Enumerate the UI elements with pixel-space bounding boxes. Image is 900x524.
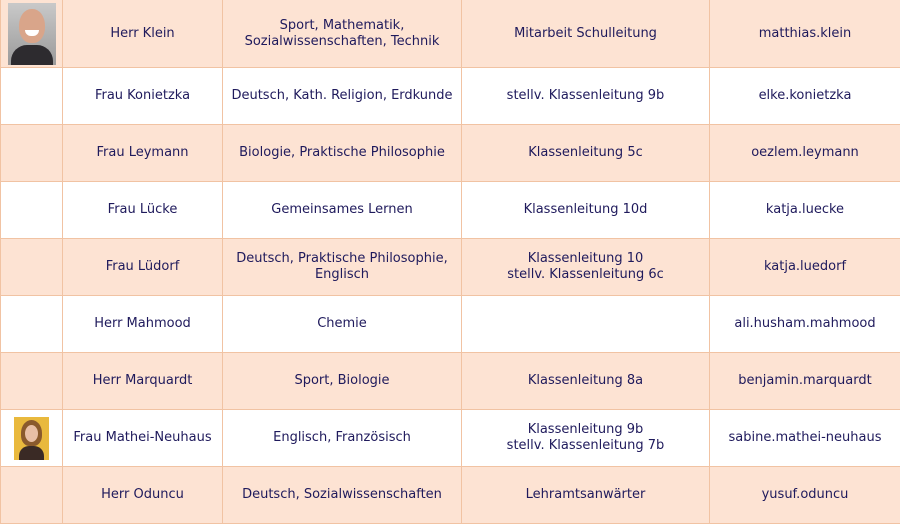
teacher-email[interactable]: katja.luecke [710,182,900,239]
teacher-name: Herr Klein [63,0,223,68]
teacher-role: Klassenleitung 5c [462,125,710,182]
teacher-role: Klassenleitung 10 stellv. Klassenleitung 6c [462,239,710,296]
photo-cell [1,125,63,182]
table-row [1,296,900,353]
table-row [1,68,900,125]
photo-cell [1,353,63,410]
teacher-role: stellv. Klassenleitung 9b [462,68,710,125]
photo-cell [1,68,63,125]
teacher-name: Frau Mathei-Neuhaus [63,410,223,467]
teacher-role: Lehramtsanwärter [462,467,710,524]
teacher-name: Herr Mahmood [63,296,223,353]
teacher-role [462,296,710,353]
teacher-email[interactable]: matthias.klein [710,0,900,68]
teacher-email[interactable]: benjamin.marquardt [710,353,900,410]
teacher-name: Frau Lücke [63,182,223,239]
teacher-name: Frau Konietzka [63,68,223,125]
teacher-email[interactable]: elke.konietzka [710,68,900,125]
teacher-subjects: Englisch, Französisch [223,410,462,467]
teacher-email[interactable]: yusuf.oduncu [710,467,900,524]
teacher-subjects: Sport, Biologie [223,353,462,410]
teacher-subjects: Sport, Mathematik, Sozialwissenschaften, Technik [223,0,462,68]
teacher-name: Frau Leymann [63,125,223,182]
teacher-photo [14,417,49,460]
photo-cell [1,467,63,524]
photo-cell [1,182,63,239]
teacher-role: Klassenleitung 8a [462,353,710,410]
teacher-photo [8,3,56,65]
teacher-role: Klassenleitung 9b stellv. Klassenleitung 7b [462,410,710,467]
table-row [1,353,900,410]
photo-cell [1,239,63,296]
teacher-name: Herr Marquardt [63,353,223,410]
photo-cell [1,410,63,467]
teacher-subjects: Deutsch, Sozialwissenschaften [223,467,462,524]
table-row [1,125,900,182]
teacher-email[interactable]: ali.husham.mahmood [710,296,900,353]
table-row [1,467,900,524]
teacher-name: Frau Lüdorf [63,239,223,296]
teacher-subjects: Gemeinsames Lernen [223,182,462,239]
teacher-role: Klassenleitung 10d [462,182,710,239]
teacher-role: Mitarbeit Schulleitung [462,0,710,68]
teacher-email[interactable]: sabine.mathei-neuhaus [710,410,900,467]
teacher-subjects: Biologie, Praktische Philosophie [223,125,462,182]
table-row [1,0,900,68]
teacher-name: Herr Oduncu [63,467,223,524]
teacher-subjects: Chemie [223,296,462,353]
teacher-email[interactable]: oezlem.leymann [710,125,900,182]
table-row [1,239,900,296]
photo-cell [1,296,63,353]
teacher-subjects: Deutsch, Praktische Philosophie, Englisch [223,239,462,296]
photo-cell [1,0,63,68]
table-row [1,182,900,239]
teacher-subjects: Deutsch, Kath. Religion, Erdkunde [223,68,462,125]
table-row [1,410,900,467]
teacher-email[interactable]: katja.luedorf [710,239,900,296]
